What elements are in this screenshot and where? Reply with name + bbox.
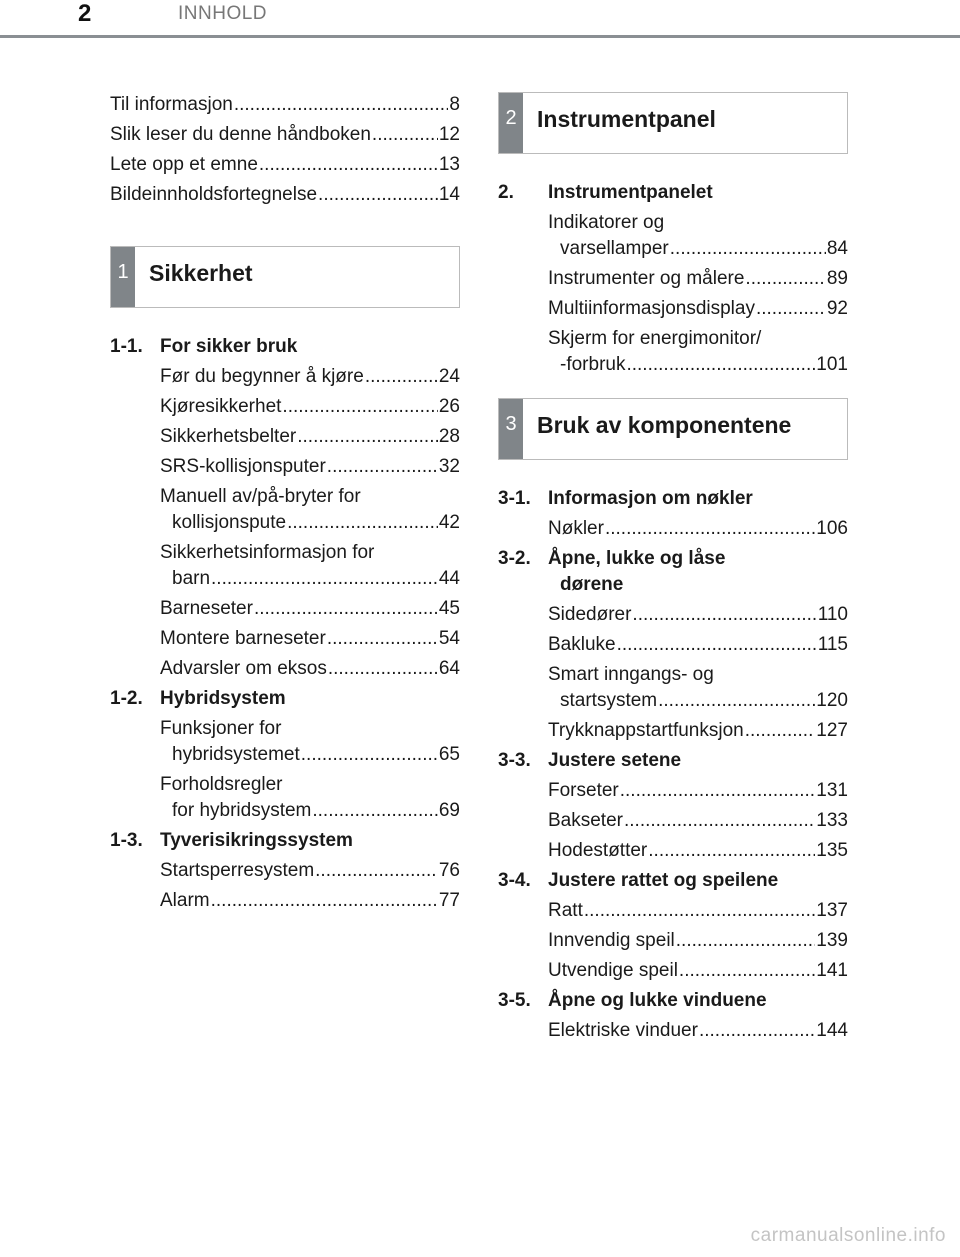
entry-page: 76 (438, 860, 460, 881)
entry-label: Barneseter (160, 598, 253, 619)
entry-label: Nøkler (548, 518, 604, 539)
toc-line (548, 958, 848, 984)
toc-entry[interactable] (498, 662, 848, 714)
dot-leader (372, 122, 438, 148)
entry-label: barn (172, 568, 211, 589)
entry-page: 13 (438, 154, 460, 175)
dot-leader (624, 808, 815, 834)
entry-page: 89 (826, 268, 848, 289)
toc-entry[interactable] (110, 484, 460, 536)
dot-leader (287, 510, 438, 536)
toc-line (548, 516, 848, 542)
entry-label: Alarm (160, 890, 210, 911)
dot-leader (259, 152, 438, 178)
toc-entry[interactable] (110, 656, 460, 682)
entry-label: Elektriske vinduer (548, 1020, 698, 1041)
chapter-title-wrap (548, 868, 848, 894)
chapter-heading[interactable] (110, 334, 460, 360)
chapter-number: 3-3. (498, 750, 531, 771)
entry-page: 139 (816, 930, 848, 951)
entry-page: 110 (817, 604, 848, 625)
chapter-title-wrap (548, 486, 848, 512)
section-title: Sikkerhet (149, 260, 253, 286)
entry-page: 115 (817, 634, 848, 655)
entry-page: 28 (438, 426, 460, 447)
toc-line (548, 236, 848, 262)
entry-label: SRS-kollisjonsputer (160, 456, 326, 477)
entry-page: 127 (816, 720, 848, 741)
dot-leader (211, 888, 438, 914)
toc-line (548, 718, 848, 744)
toc-column-right (498, 92, 848, 1048)
entry-label: Sikkerhetsbelter (160, 426, 297, 447)
header-title: INNHOLD (178, 3, 268, 24)
chapter-title-cont: dørene (560, 574, 624, 595)
entry-page: 106 (816, 518, 848, 539)
entry-label: Til informasjon (110, 94, 233, 115)
page-number: 2 (78, 0, 92, 27)
chapter-heading[interactable] (498, 180, 848, 206)
toc-entry[interactable] (498, 632, 848, 658)
dot-leader (756, 296, 826, 322)
entry-page: 133 (816, 810, 848, 831)
entry-label: Trykknappstartfunksjon (548, 720, 744, 741)
entry-page: 64 (438, 658, 460, 679)
entry-label: Før du begynner å kjøre (160, 366, 364, 387)
entry-label: Smart inngangs- og (548, 664, 714, 685)
entry-label: -forbruk (560, 354, 626, 375)
toc-entry[interactable] (110, 596, 460, 622)
entry-label: Forholdsregler (160, 774, 283, 795)
chapter-number: 1-3. (110, 830, 143, 851)
entry-page: 44 (438, 568, 460, 589)
entry-label: Manuell av/på-bryter for (160, 486, 361, 507)
toc-line (548, 688, 848, 714)
chapter-heading[interactable] (110, 828, 460, 854)
toc-line (110, 152, 460, 178)
toc-entry[interactable] (110, 424, 460, 450)
chapter-number: 3-2. (498, 548, 531, 569)
toc-line (110, 182, 460, 208)
toc-line (548, 296, 848, 322)
toc-line (160, 742, 460, 768)
entry-page: 8 (449, 94, 460, 115)
chapter-title: Instrumentpanelet (548, 182, 713, 203)
toc-entry[interactable] (110, 394, 460, 420)
entry-page: 26 (438, 396, 460, 417)
chapter-title: For sikker bruk (160, 336, 298, 357)
chapter-title: Justere rattet og speilene (548, 870, 779, 891)
toc-entry[interactable] (110, 858, 460, 884)
dot-leader (327, 454, 438, 480)
chapter-title-wrap (160, 334, 460, 360)
chapter-title: Tyverisikringssystem (160, 830, 353, 851)
dot-leader (297, 424, 438, 450)
entry-page: 45 (438, 598, 460, 619)
entry-page: 101 (816, 354, 848, 375)
toc-line (548, 808, 848, 834)
toc-entry[interactable] (498, 516, 848, 542)
entry-page: 14 (438, 184, 460, 205)
chapter-title: Informasjon om nøkler (548, 488, 753, 509)
dot-leader (745, 718, 816, 744)
toc-line (548, 838, 848, 864)
entry-label: Bakseter (548, 810, 623, 831)
dot-leader (254, 596, 438, 622)
entry-label: Multiinformasjonsdisplay (548, 298, 755, 319)
entry-page: 42 (438, 512, 460, 533)
toc-entry[interactable] (110, 454, 460, 480)
entry-page: 32 (438, 456, 460, 477)
toc-line (548, 928, 848, 954)
toc-entry[interactable] (110, 182, 460, 208)
dot-leader (670, 236, 826, 262)
entry-label: Montere barneseter (160, 628, 326, 649)
section-header (110, 246, 460, 308)
chapter-heading[interactable] (498, 486, 848, 512)
entry-label: Innvendig speil (548, 930, 675, 951)
entry-label: Indikatorer og (548, 212, 665, 233)
chapter-number: 3-5. (498, 990, 531, 1011)
toc-line (160, 364, 460, 390)
chapter-title-wrap (160, 686, 460, 712)
section-title: Instrumentpanel (537, 106, 716, 132)
page-header (0, 0, 960, 40)
entry-label: Slik leser du denne håndboken (110, 124, 371, 145)
entry-page: 144 (816, 1020, 848, 1041)
header-rule (0, 35, 960, 38)
chapter-title: Åpne, lukke og låse (548, 548, 726, 569)
toc-line (548, 1018, 848, 1044)
toc-entry[interactable] (110, 772, 460, 824)
toc-line (110, 92, 460, 118)
toc-entry[interactable] (498, 718, 848, 744)
toc-entry[interactable] (498, 326, 848, 378)
toc-entry[interactable] (110, 364, 460, 390)
dot-leader (617, 632, 817, 658)
chapter-heading[interactable] (498, 868, 848, 894)
toc-line (160, 424, 460, 450)
toc-entry[interactable] (498, 808, 848, 834)
entry-label: Funksjoner for (160, 718, 282, 739)
toc-entry[interactable] (498, 602, 848, 628)
section-header (498, 398, 848, 460)
dot-leader (626, 352, 815, 378)
toc-entry[interactable] (110, 716, 460, 768)
entry-label: Forseter (548, 780, 619, 801)
dot-leader (328, 656, 438, 682)
entry-label: Sikkerhetsinformasjon for (160, 542, 375, 563)
entry-page: 69 (438, 800, 460, 821)
section-number-tab: 1 (111, 247, 135, 307)
entry-page: 84 (826, 238, 848, 259)
toc-entry[interactable] (110, 888, 460, 914)
entry-page: 77 (438, 890, 460, 911)
dot-leader (745, 266, 825, 292)
entry-page: 54 (438, 628, 460, 649)
chapter-title-wrap (548, 988, 848, 1014)
dot-leader (676, 928, 816, 954)
toc-entry[interactable] (110, 92, 460, 118)
toc-line (160, 798, 460, 824)
chapter-title-wrap (160, 828, 460, 854)
toc-entry[interactable] (110, 540, 460, 592)
chapter-number: 3-4. (498, 870, 531, 891)
toc-line (160, 626, 460, 652)
chapter-heading[interactable] (498, 988, 848, 1014)
entry-page: 120 (816, 690, 848, 711)
chapter-heading[interactable] (110, 686, 460, 712)
entry-page: 135 (816, 840, 848, 861)
chapter-number: 3-1. (498, 488, 531, 509)
dot-leader (301, 742, 438, 768)
spacer (110, 212, 460, 226)
entry-page: 12 (438, 124, 460, 145)
dot-leader (699, 1018, 815, 1044)
chapter-title: Hybridsystem (160, 688, 286, 709)
entry-label: startsystem (560, 690, 658, 711)
dot-leader (282, 394, 437, 420)
section-title: Bruk av komponentene (537, 412, 792, 438)
toc-entry[interactable] (498, 958, 848, 984)
toc-line (160, 510, 460, 536)
toc-entry[interactable] (498, 898, 848, 924)
toc-entry[interactable] (498, 778, 848, 804)
entry-label: Bildeinnholdsfortegnelse (110, 184, 318, 205)
toc-line (160, 394, 460, 420)
toc-line (548, 352, 848, 378)
section-number-tab: 2 (499, 93, 523, 153)
section-header (498, 92, 848, 154)
chapter-title-wrap (548, 180, 848, 206)
entry-label: Utvendige speil (548, 960, 678, 981)
dot-leader (648, 838, 815, 864)
chapter-heading[interactable] (498, 546, 848, 598)
toc-line (160, 454, 460, 480)
chapter-heading[interactable] (498, 748, 848, 774)
entry-label: hybridsystemet (172, 744, 300, 765)
chapter-number: 2. (498, 182, 514, 203)
entry-page: 24 (438, 366, 460, 387)
entry-label: Startsperresystem (160, 860, 315, 881)
watermark: carmanualsonline.info (750, 1225, 946, 1246)
entry-label: Hodestøtter (548, 840, 648, 861)
chapter-title: Åpne og lukke vinduene (548, 990, 767, 1011)
entry-label: kollisjonspute (172, 512, 287, 533)
entry-label: Skjerm for energimonitor/ (548, 328, 762, 349)
toc-line (160, 888, 460, 914)
entry-label: Bakluke (548, 634, 616, 655)
entry-page: 137 (816, 900, 848, 921)
dot-leader (679, 958, 815, 984)
toc-line (160, 596, 460, 622)
entry-page: 141 (816, 960, 848, 981)
section-number-tab: 3 (499, 399, 523, 459)
toc-entry[interactable] (110, 122, 460, 148)
dot-leader (620, 778, 816, 804)
toc-line (160, 656, 460, 682)
dot-leader (211, 566, 438, 592)
toc-column-left (110, 92, 460, 918)
entry-page: 131 (816, 780, 848, 801)
toc-line (110, 122, 460, 148)
dot-leader (584, 898, 815, 924)
dot-leader (605, 516, 815, 542)
entry-label: Lete opp et emne (110, 154, 258, 175)
entry-page: 65 (438, 744, 460, 765)
toc-entry[interactable] (110, 152, 460, 178)
toc-line (548, 602, 848, 628)
dot-leader (234, 92, 449, 118)
toc-entry[interactable] (498, 928, 848, 954)
toc-line (160, 566, 460, 592)
chapter-title: Justere setene (548, 750, 682, 771)
dot-leader (632, 602, 816, 628)
entry-label: Ratt (548, 900, 583, 921)
chapter-title-wrap (548, 546, 848, 598)
toc-entry[interactable] (498, 838, 848, 864)
entry-label: varsellamper (560, 238, 669, 259)
dot-leader (658, 688, 815, 714)
dot-leader (312, 798, 437, 824)
entry-label: Advarsler om eksos (160, 658, 327, 679)
dot-leader (365, 364, 438, 390)
entry-label: Kjøresikkerhet (160, 396, 282, 417)
toc-entry[interactable] (498, 1018, 848, 1044)
toc-entry[interactable] (498, 266, 848, 292)
entry-label: Sidedører (548, 604, 632, 625)
dot-leader (327, 626, 438, 652)
chapter-number: 1-1. (110, 336, 143, 357)
chapter-title-wrap (548, 748, 848, 774)
toc-line (548, 632, 848, 658)
toc-line (548, 778, 848, 804)
entry-page: 92 (826, 298, 848, 319)
toc-line (160, 858, 460, 884)
toc-entry[interactable] (498, 296, 848, 322)
entry-label: Instrumenter og målere (548, 268, 745, 289)
entry-label: for hybridsystem (172, 800, 312, 821)
toc-entry[interactable] (498, 210, 848, 262)
chapter-number: 1-2. (110, 688, 143, 709)
toc-line (548, 266, 848, 292)
toc-line (548, 898, 848, 924)
toc-entry[interactable] (110, 626, 460, 652)
dot-leader (315, 858, 438, 884)
dot-leader (318, 182, 438, 208)
